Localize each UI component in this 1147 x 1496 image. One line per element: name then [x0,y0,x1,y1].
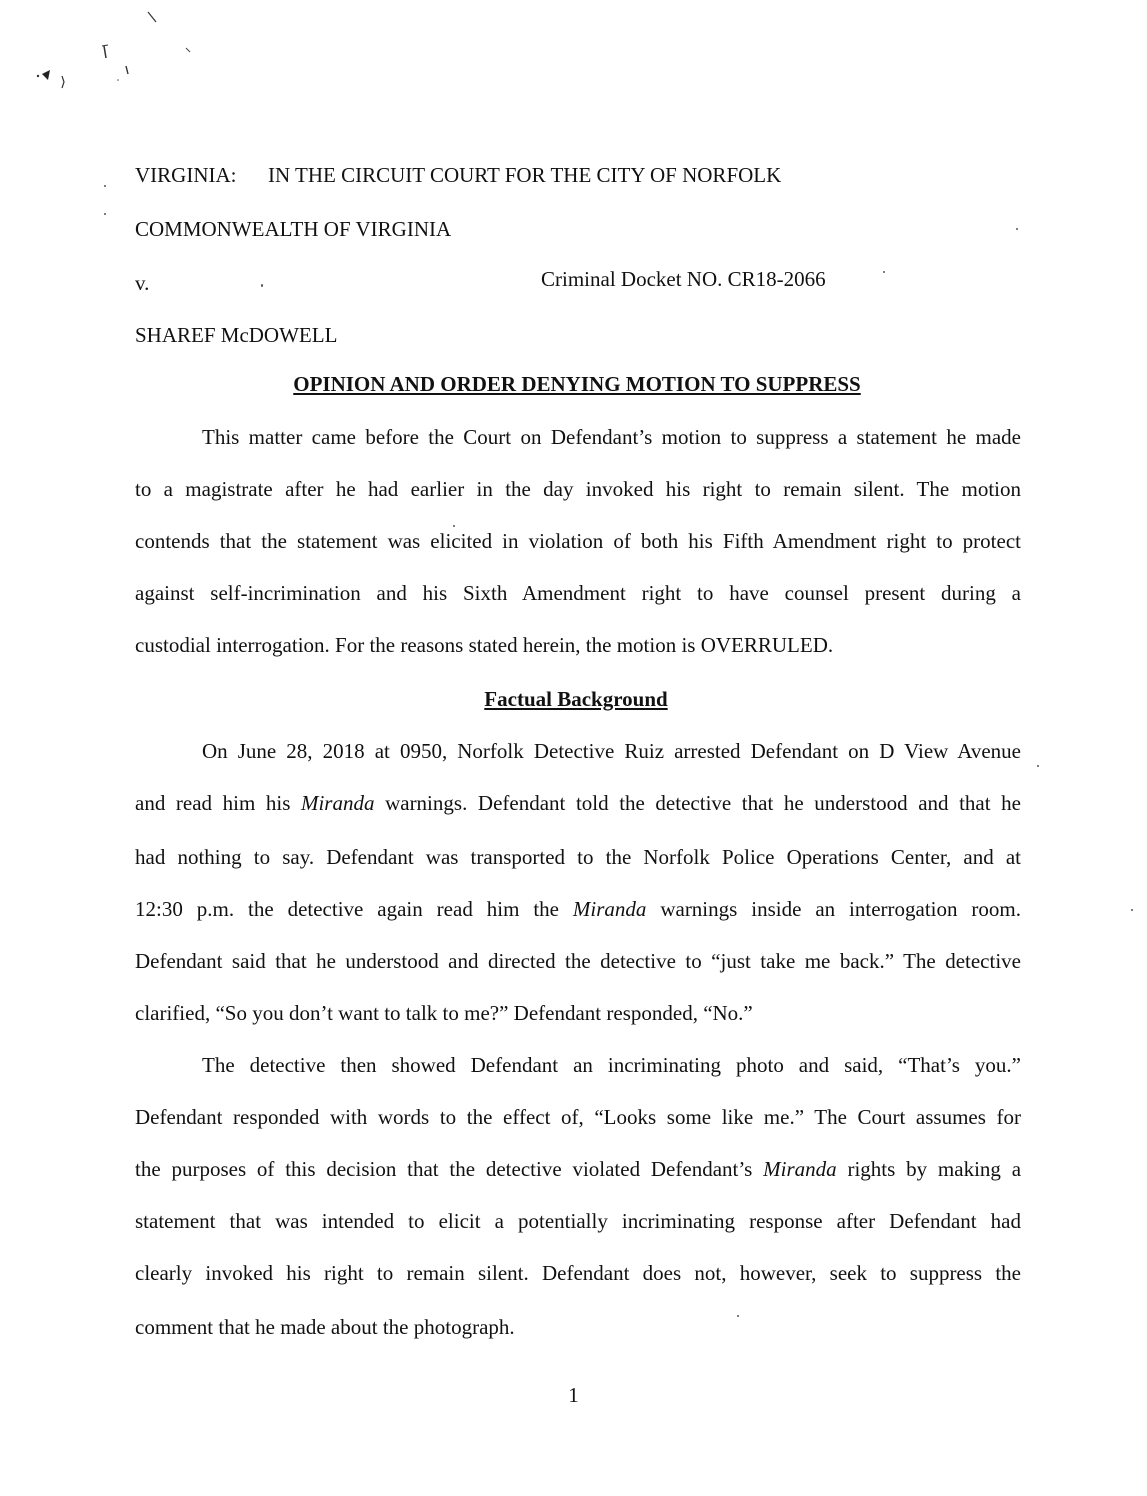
scan-speck [1037,765,1039,767]
caption-court: IN THE CIRCUIT COURT FOR THE CITY OF NORFOLK [268,163,782,187]
facts-line: clearly invoked his right to remain silent. Defendant does not, however, seek to suppress the [135,1261,1021,1285]
scan-speck [1131,909,1133,911]
page-number: 1 [568,1383,579,1407]
intro-line: contends that the statement was elicited in violation of both his Fifth Amendment right to protect [135,529,1021,553]
case-name-miranda: Miranda [572,897,647,921]
facts-line: On June 28, 2018 at 0950, Norfolk Detective Ruiz arrested Defendant on D View Avenue [202,739,1021,763]
facts-line: 12:30 p.m. the detective again read him the Miranda warnings inside an interrogation room. [135,897,1022,921]
caption-docket: Criminal Docket NO. CR18-2066 [541,267,826,291]
caption-plaintiff: COMMONWEALTH OF VIRGINIA [135,217,452,241]
intro-line: This matter came before the Court on Defendant’s motion to suppress a statement he made [202,425,1021,449]
scan-speck [883,271,885,273]
facts-line: statement that was intended to elicit a potentially incriminating response after Defendant had [135,1209,1021,1233]
intro-line: to a magistrate after he had earlier in the day invoked his right to remain silent. The motion [135,477,1021,501]
scan-speck [1016,228,1018,230]
caption-defendant: SHAREF McDOWELL [135,323,338,347]
case-name-miranda: Miranda [300,791,375,815]
facts-line: Defendant responded with words to the effect of, “Looks some like me.” The Court assumes for [135,1105,1021,1129]
intro-line: against self-incrimination and his Sixth Amendment right to have counsel present during a [135,581,1021,605]
caption-versus: v. [135,271,150,295]
facts-line: Defendant said that he understood and directed the detective to “just take me back.” The detective [135,949,1021,973]
section-heading: Factual Background [484,687,668,711]
scan-artifact-marks [28,10,208,100]
intro-line: custodial interrogation. For the reasons stated herein, the motion is OVERRULED. [135,633,834,657]
facts-line: The detective then showed Defendant an incriminating photo and said, “That’s you.” [202,1053,1021,1077]
caption-state: VIRGINIA: [135,163,237,187]
facts-line: the purposes of this decision that the detective violated Defendant’s Miranda rights by making a [135,1157,1022,1181]
scan-speck [104,185,106,187]
scan-speck [104,213,106,215]
facts-line: and read him his Miranda warnings. Defendant told the detective that he understood and that he [135,791,1021,815]
scan-speck [453,525,455,527]
facts-line: had nothing to say. Defendant was transported to the Norfolk Police Operations Center, and at [135,845,1021,869]
scan-speck [261,284,263,287]
facts-line: comment that he made about the photograph. [135,1315,515,1339]
document-title: OPINION AND ORDER DENYING MOTION TO SUPPRESS [293,372,861,396]
facts-line: clarified, “So you don’t want to talk to me?” Defendant responded, “No.” [135,1001,753,1025]
case-name-miranda: Miranda [763,1157,837,1181]
